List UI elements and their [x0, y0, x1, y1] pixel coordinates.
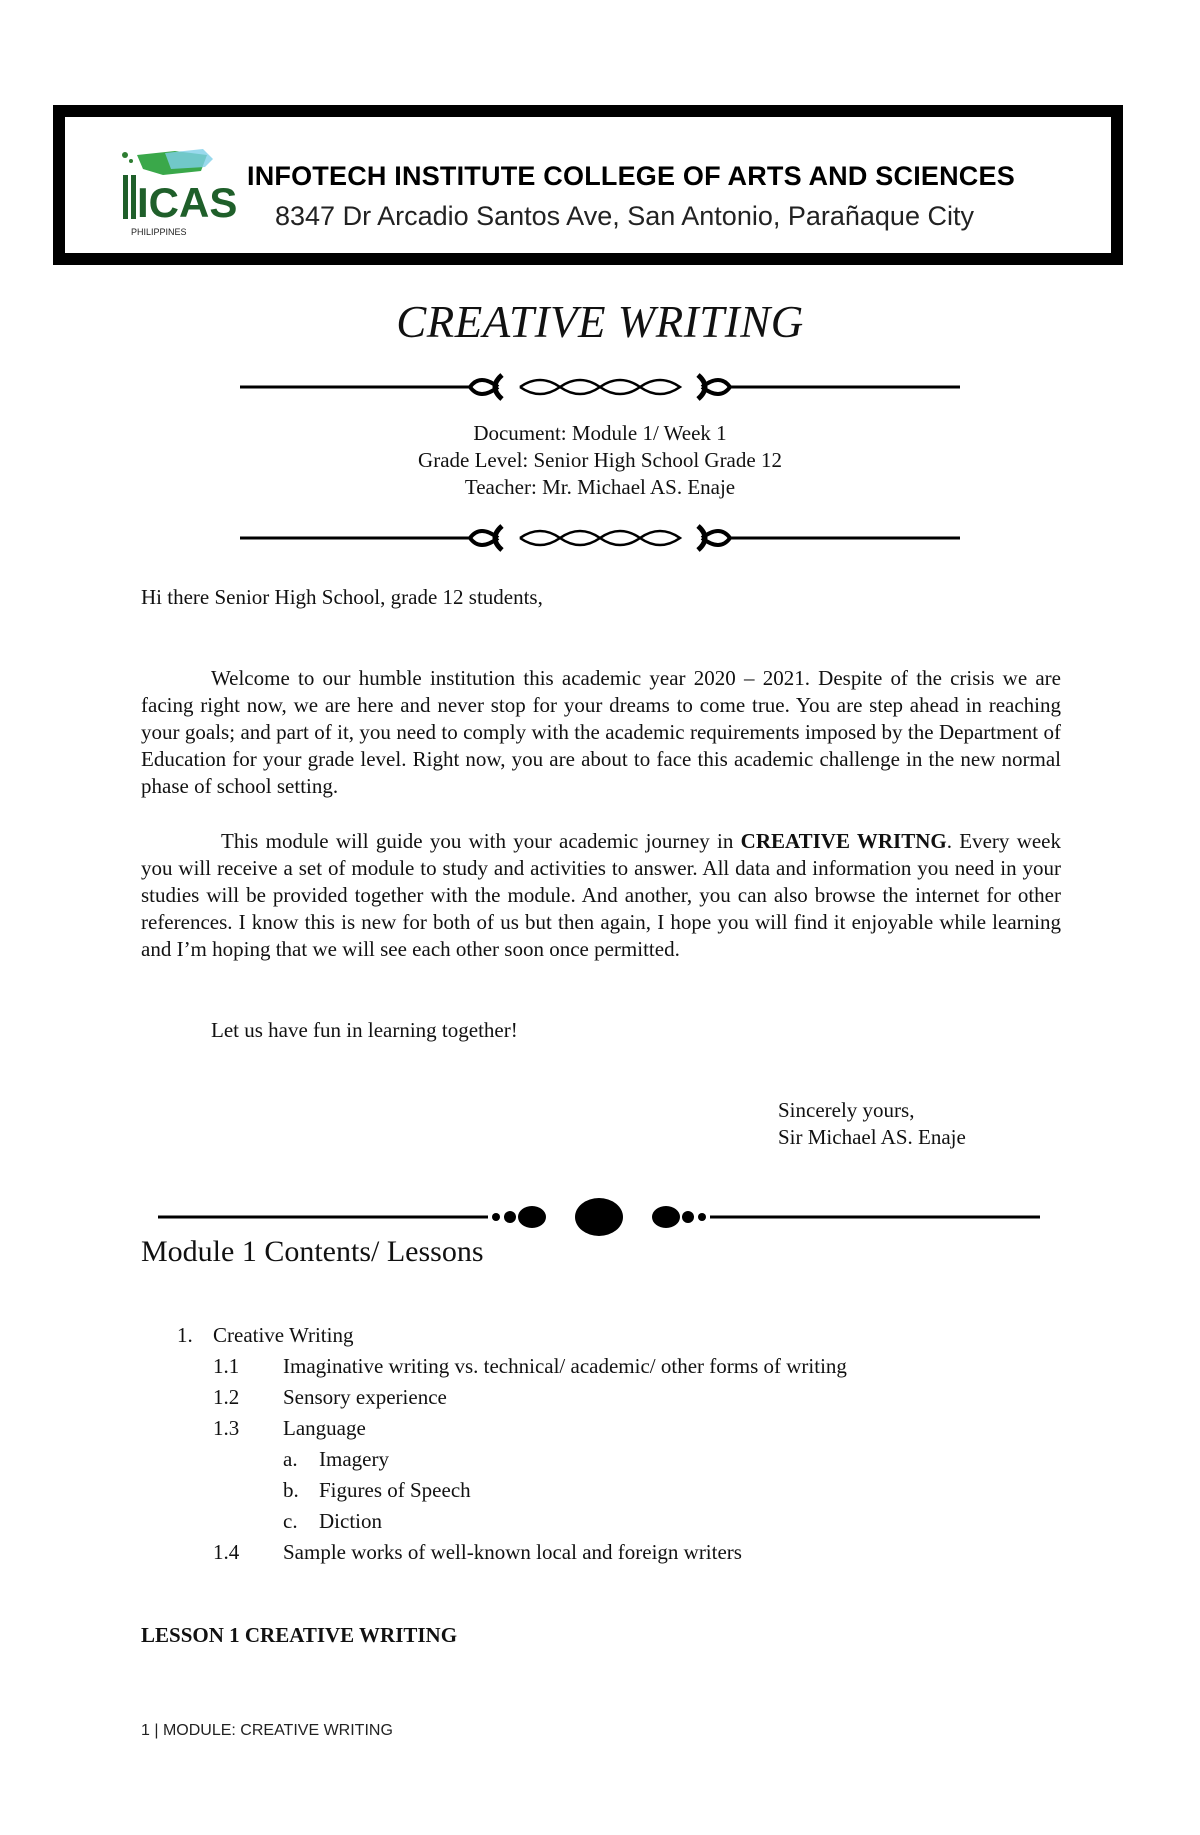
letter-paragraph-1: Welcome to our humble institution this academic year 2020 – 2021. Despite of the crisis we are facing right now, we are here and never stop for your dreams to come true. You are step ahead in reaching your goals; and part of it, you need to comply with the academic requirements imposed by the Department of Education for your grade level. Right now, you are about to face this academic challenge in the new normal phase of school setting. [141, 666, 1061, 798]
item-label: Imaginative writing vs. technical/ academic/ other forms of writing [283, 1354, 847, 1378]
paragraph-2-rest: . Every week you will receive a set of module to study and activities to answer. All data and information you need in your studies will be provided together with the module. And another, you can also browse the internet for other references. I know this is new for both of us but then again, I hope you will find it enjoyable while learning and I’m hoping that we will see each other soon once permitted. [141, 829, 1062, 961]
meta-document: Document: Module 1/ Week 1 [473, 421, 727, 445]
ornament-divider-bottom [240, 518, 960, 558]
item-label: Language [283, 1416, 366, 1440]
item-number: 1.4 [213, 1540, 240, 1564]
item-number: b. [283, 1478, 299, 1502]
document-meta [0, 420, 1200, 501]
institution-name: INFOTECH INSTITUTE COLLEGE OF ARTS AND SCIENCES [247, 161, 1015, 191]
contents-heading: Module 1 Contents/ Lessons [141, 1235, 484, 1268]
ornament-divider-top [240, 367, 960, 407]
letter-paragraph-3: Let us have fun in learning together! [211, 1018, 518, 1042]
paragraph-2-intro: This module will guide you with your academic journey in [221, 829, 741, 853]
item-label: Sample works of well-known local and foreign writers [283, 1540, 742, 1564]
meta-grade-level: Grade Level: Senior High School Grade 12 [418, 448, 782, 472]
item-number: a. [283, 1447, 298, 1471]
page-footer: 1 | MODULE: CREATIVE WRITING [141, 1722, 393, 1739]
item-label: Creative Writing [213, 1323, 354, 1347]
item-number: 1.1 [213, 1354, 240, 1378]
institution-address: 8347 Dr Arcadio Santos Ave, San Antonio, Parañaque City [275, 201, 974, 231]
paragraph-2-subject: CREATIVE WRITNG [740, 829, 947, 853]
icas-logo [115, 145, 238, 241]
letter-paragraph-2 [141, 828, 1061, 963]
signature: Sir Michael AS. Enaje [778, 1125, 966, 1149]
item-number: 1. [177, 1323, 193, 1347]
item-label: Figures of Speech [319, 1478, 471, 1502]
closing-line: Sincerely yours, [778, 1098, 915, 1122]
page-title: CREATIVE WRITING [396, 297, 804, 347]
item-number: 1.3 [213, 1416, 240, 1440]
item-label: Sensory experience [283, 1385, 447, 1409]
letter-closing [778, 1097, 966, 1151]
logo-text: ICAS [137, 179, 238, 226]
item-number: c. [283, 1509, 298, 1533]
lesson-heading: LESSON 1 CREATIVE WRITING [141, 1623, 458, 1647]
item-number: 1.2 [213, 1385, 240, 1409]
institution-header [53, 105, 1123, 265]
item-label: Diction [319, 1509, 382, 1533]
meta-teacher: Teacher: Mr. Michael AS. Enaje [464, 475, 736, 499]
item-label: Imagery [319, 1447, 389, 1471]
letter-greeting: Hi there Senior High School, grade 12 students, [141, 585, 543, 609]
logo-subtext: PHILIPPINES [131, 227, 187, 237]
